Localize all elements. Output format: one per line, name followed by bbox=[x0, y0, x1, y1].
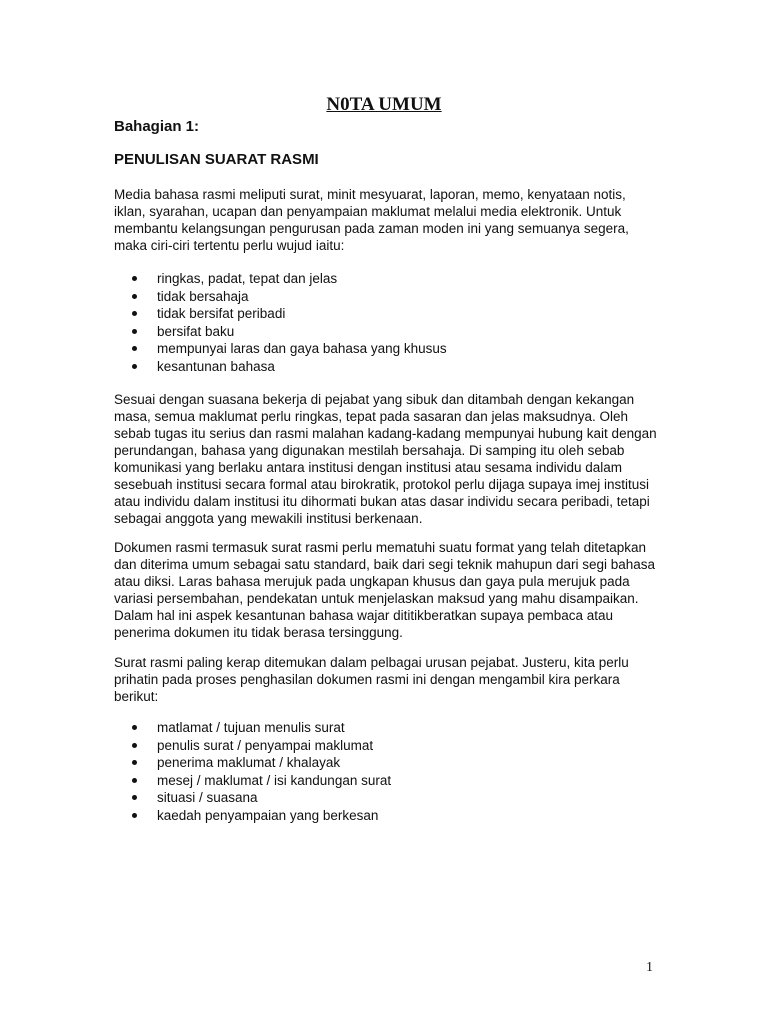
bullet-icon bbox=[132, 795, 137, 800]
list-item bbox=[114, 288, 659, 306]
list-item-text: ringkas, padat, tepat dan jelas bbox=[157, 271, 338, 286]
list-item-text: tidak bersahaja bbox=[157, 288, 249, 304]
bullet-icon bbox=[132, 311, 137, 316]
list-item-text: mempunyai laras dan gaya bahasa yang khusus bbox=[157, 341, 447, 357]
list-item bbox=[114, 772, 659, 790]
bullet-icon bbox=[132, 778, 137, 783]
list-item-text: tidak bersifat peribadi bbox=[157, 306, 286, 322]
list-item-text: bersifat baku bbox=[157, 323, 235, 339]
list-item-text: situasi / suasana bbox=[157, 790, 258, 806]
section-heading: PENULISAN SUARAT RASMI bbox=[114, 151, 319, 168]
list-item-text: penerima maklumat / khalayak bbox=[157, 755, 341, 771]
page-number: 1 bbox=[646, 960, 653, 975]
paragraph-1: Media bahasa rasmi meliputi surat, minit mesyuarat, laporan, memo, kenyataan notis, iklan, syarahan, ucapan dan penyampaian maklumat melalui media elektronik. Untuk membantu kelangsungan pengurusan pada zaman moden ini yang semuanya segera, maka ciri-ciri tertentu perlu wujud iaitu: bbox=[114, 187, 629, 253]
bullet-icon bbox=[132, 294, 137, 299]
list-item bbox=[114, 358, 659, 376]
list-item-text: penulis surat / penyampai maklumat bbox=[157, 737, 374, 753]
bullet-icon bbox=[132, 813, 137, 818]
bullet-list-1 bbox=[114, 270, 659, 376]
paragraph-2: Sesuai dengan suasana bekerja di pejabat yang sibuk dan ditambah dengan kekangan masa, semua maklumat perlu ringkas, tepat pada sasaran dan jelas maksudnya. Oleh sebab tugas itu serius dan rasmi malahan kadang-kadang mempunyai hubung kait dengan perundangan, bahasa yang digunakan mestilah bersahaja. Di samping itu oleh sebab komunikasi yang berlaku antara institusi dengan institusi atau sesama individu dalam sesebuah institusi secara formal atau birokratik, protokol perlu dijaga supaya imej institusi atau individu dalam institusi itu dihormati bukan atas dasar individu secara peribadi, tetapi sebagai anggota yang mewakili institusi berkenaan. bbox=[114, 392, 657, 526]
list-item bbox=[114, 305, 659, 323]
list-item-text: kaedah penyampaian yang berkesan bbox=[157, 807, 379, 823]
list-item bbox=[114, 807, 659, 825]
bullet-icon bbox=[132, 346, 137, 351]
bullet-list-2 bbox=[114, 719, 659, 825]
bullet-icon bbox=[132, 743, 137, 748]
list-item-text: mesej / maklumat / isi kandungan surat bbox=[157, 772, 392, 788]
list-item bbox=[114, 323, 659, 341]
section-label: Bahagian 1: bbox=[114, 118, 200, 135]
list-item bbox=[114, 270, 659, 288]
list-item bbox=[114, 719, 659, 737]
paragraph-4: Surat rasmi paling kerap ditemukan dalam pelbagai urusan pejabat. Justeru, kita perlu prihatin pada proses penghasilan dokumen rasmi ini dengan mengambil kira perkara berikut: bbox=[114, 655, 629, 704]
list-item-text: kesantunan bahasa bbox=[157, 358, 275, 374]
list-item bbox=[114, 754, 659, 772]
list-item bbox=[114, 789, 659, 807]
list-item-text: matlamat / tujuan menulis surat bbox=[157, 720, 345, 735]
bullet-icon bbox=[132, 725, 137, 730]
bullet-icon bbox=[132, 364, 137, 369]
bullet-icon bbox=[132, 276, 137, 281]
bullet-icon bbox=[132, 329, 137, 334]
list-item bbox=[114, 340, 659, 358]
list-item bbox=[114, 737, 659, 755]
paragraph-3: Dokumen rasmi termasuk surat rasmi perlu mematuhi suatu format yang telah ditetapkan dan diterima umum sebagai satu standard, baik dari segi teknik mahupun dari segi bahasa atau diksi. Laras bahasa merujuk pada ungkapan khusus dan gaya pula merujuk pada variasi persembahan, pendekatan untuk menjelaskan maksud yang mahu disampaikan. Dalam hal ini aspek kesantunan bahasa wajar dititikberatkan supaya pembaca atau penerima dokumen itu tidak berasa tersinggung. bbox=[114, 540, 656, 640]
page-title: N0TA UMUM bbox=[326, 94, 442, 115]
bullet-icon bbox=[132, 760, 137, 765]
